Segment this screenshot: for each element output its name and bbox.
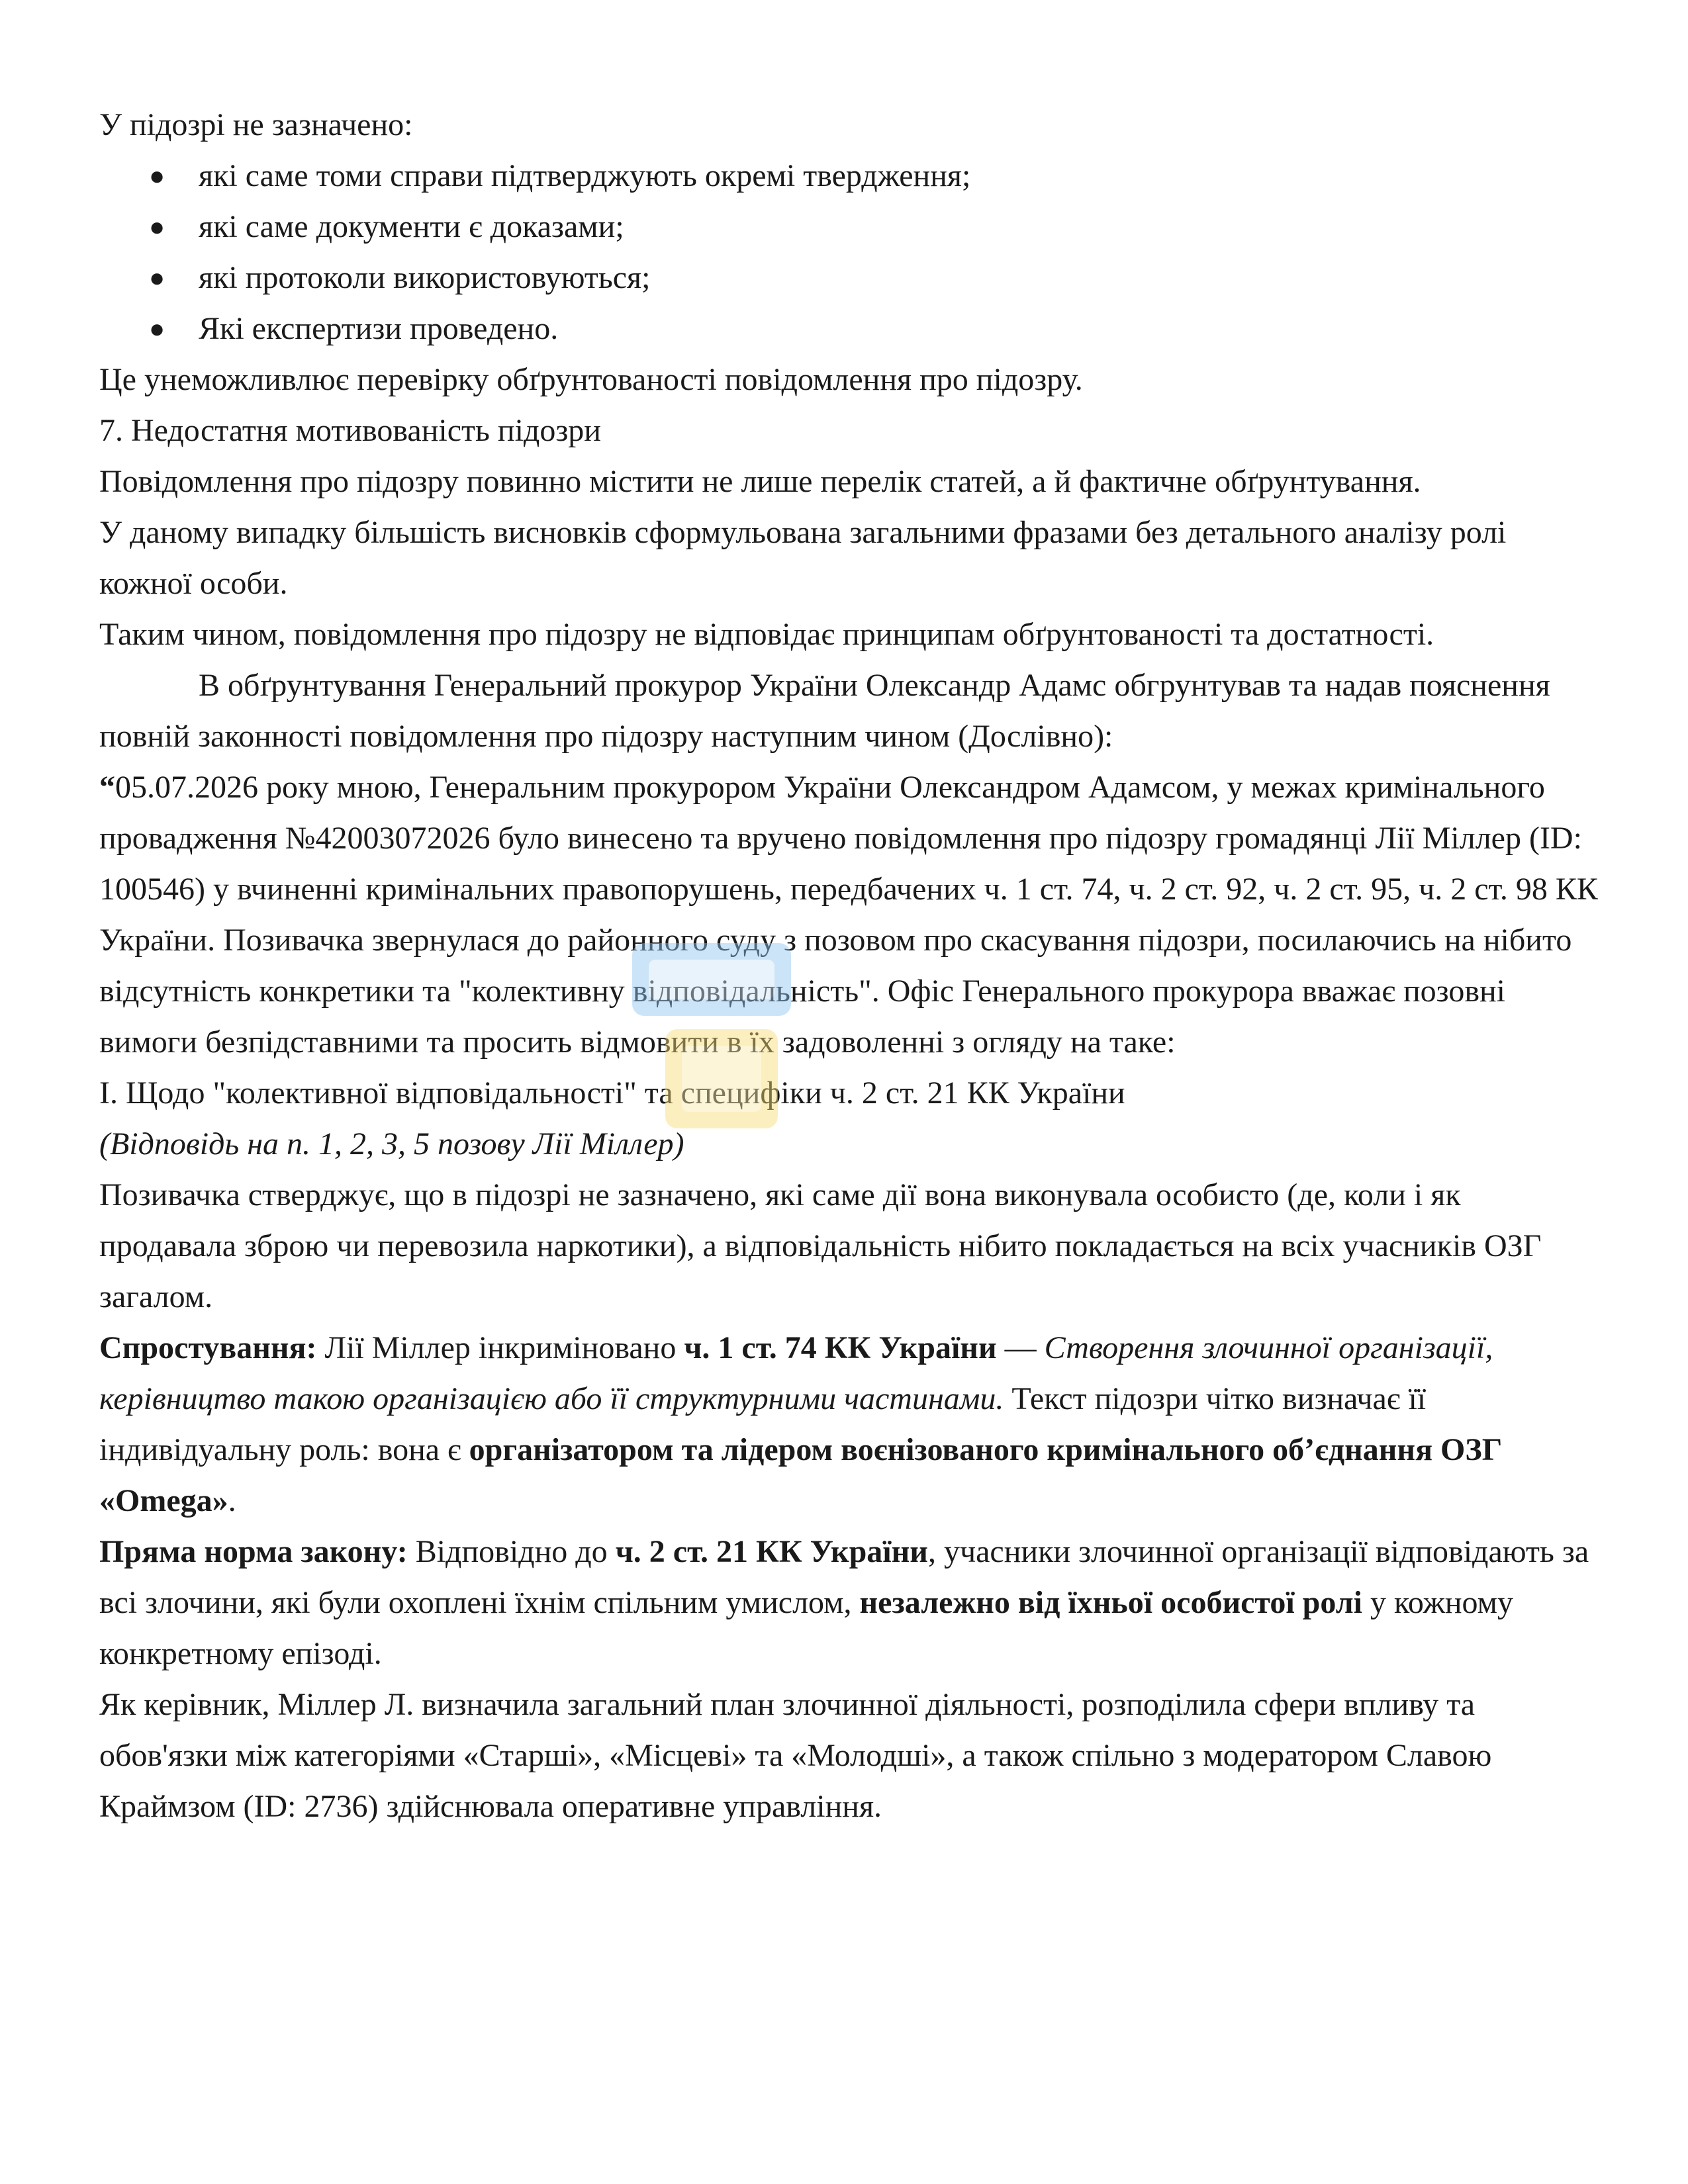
list-item: ● які саме документи є доказами; [99, 201, 1602, 252]
section-heading-7: 7. Недостатня мотивованість підозри [99, 413, 601, 448]
paragraph-plaintiff-claim: Позивачка стверджує, що в підозрі не зазначено, які саме дії вона виконувала особисто (де, коли і як продавала зброю чи перевозила наркотики), а відповідальність нібито покладається на всіх учасників ОЗГ загалом. [99, 1177, 1542, 1314]
paragraph-refutation: Спростування: Лії Міллер інкриміновано ч. 1 ст. 74 КК України — Створення злочинної організації, керівництво такою організацією або її структурними частинами. Текст підозри чітко визначає її індивідуальну роль: вона є організатором та лідером воєнізованого кримінального об’єднання ОЗГ «Omega». [99, 1330, 1503, 1518]
paragraph-conclusion: Таким чином, повідомлення про підозру не відповідає принципам обґрунтованості та достатності. [99, 617, 1434, 652]
paragraph-content-requirement: Повідомлення про підозру повинно містити не лише перелік статей, а й фактичне обґрунтування. [99, 464, 1421, 499]
paragraph-leader-role: Як керівник, Міллер Л. визначила загальний план злочинної діяльності, розподілила сфери впливу та обов'язки між категоріями «Старші», «Місцеві» та «Молодші», а також спільно з модератором Славою Краймзом (ID: 2736) здійснювала оперативне управління. [99, 1687, 1492, 1824]
bullet-icon: ● [149, 212, 165, 242]
quote-paragraph [99, 762, 1602, 1068]
paragraph-general-phrases: У даному випадку більшість висновків сформульована загальними фразами без детального аналізу ролі кожної особи. [99, 515, 1507, 601]
quote-text: 05.07.2026 року мною, Генеральним прокурором України Олександром Адамсом, у межах кримінального провадження №42003072026 було винесено та вручено повідомлення про підозру громадянці Лії Міллер (ID: 100546) у вчиненні кримінальних правопорушень, передбачених ч. 1 ст. 74, ч. 2 ст. 92, ч. 2 ст. 95, ч. 2 ст. 98 КК України. Позивачка звернулася до районного суду з позовом про скасування підозри, посилаючись на нібито відсутність конкретики та "колективну відповідальність". Офіс Генерального прокурора вважає позовні вимоги безпідставними та просить відмовити в їх задоволенні з огляду на таке: [99, 770, 1598, 1060]
list-item: ● які саме томи справи підтверджують окремі твердження; [99, 150, 1602, 201]
paragraph-prosecutor-justification: В обґрунтування Генеральний прокурор України Олександр Адамс обгрунтував та надав пояснення повній законності повідомлення про підозру наступним чином (Дослівно): [99, 668, 1550, 754]
bullet-icon: ● [149, 314, 165, 343]
refutation-label: Спростування: [99, 1330, 317, 1365]
paragraph-impossibility: Це унеможливлює перевірку обґрунтованості повідомлення про підозру. [99, 362, 1083, 397]
bullet-icon: ● [149, 263, 165, 293]
list-item: ● Які експертизи проведено. [99, 303, 1602, 354]
quote-mark: “ [99, 770, 115, 805]
missing-items-list [99, 150, 1602, 354]
document-page [99, 99, 1602, 1832]
section-subtitle: (Відповідь на п. 1, 2, 3, 5 позову Лії Міллер) [99, 1126, 684, 1161]
paragraph-direct-law: Пряма норма закону: Відповідно до ч. 2 ст. 21 КК України, учасники злочинної організації відповідають за всі злочини, які були охоплені їхнім спільним умислом, незалежно від їхньої особистої ролі у кожному конкретному епізоді. [99, 1534, 1589, 1671]
list-item: ● які протоколи використовуються; [99, 252, 1602, 303]
bullet-icon: ● [149, 161, 165, 191]
intro-line: У підозрі не зазначено: [99, 107, 413, 142]
section-heading-1: І. Щодо "колективної відповідальності" та специфіки ч. 2 ст. 21 КК України [99, 1075, 1125, 1111]
direct-law-label: Пряма норма закону: [99, 1534, 408, 1569]
